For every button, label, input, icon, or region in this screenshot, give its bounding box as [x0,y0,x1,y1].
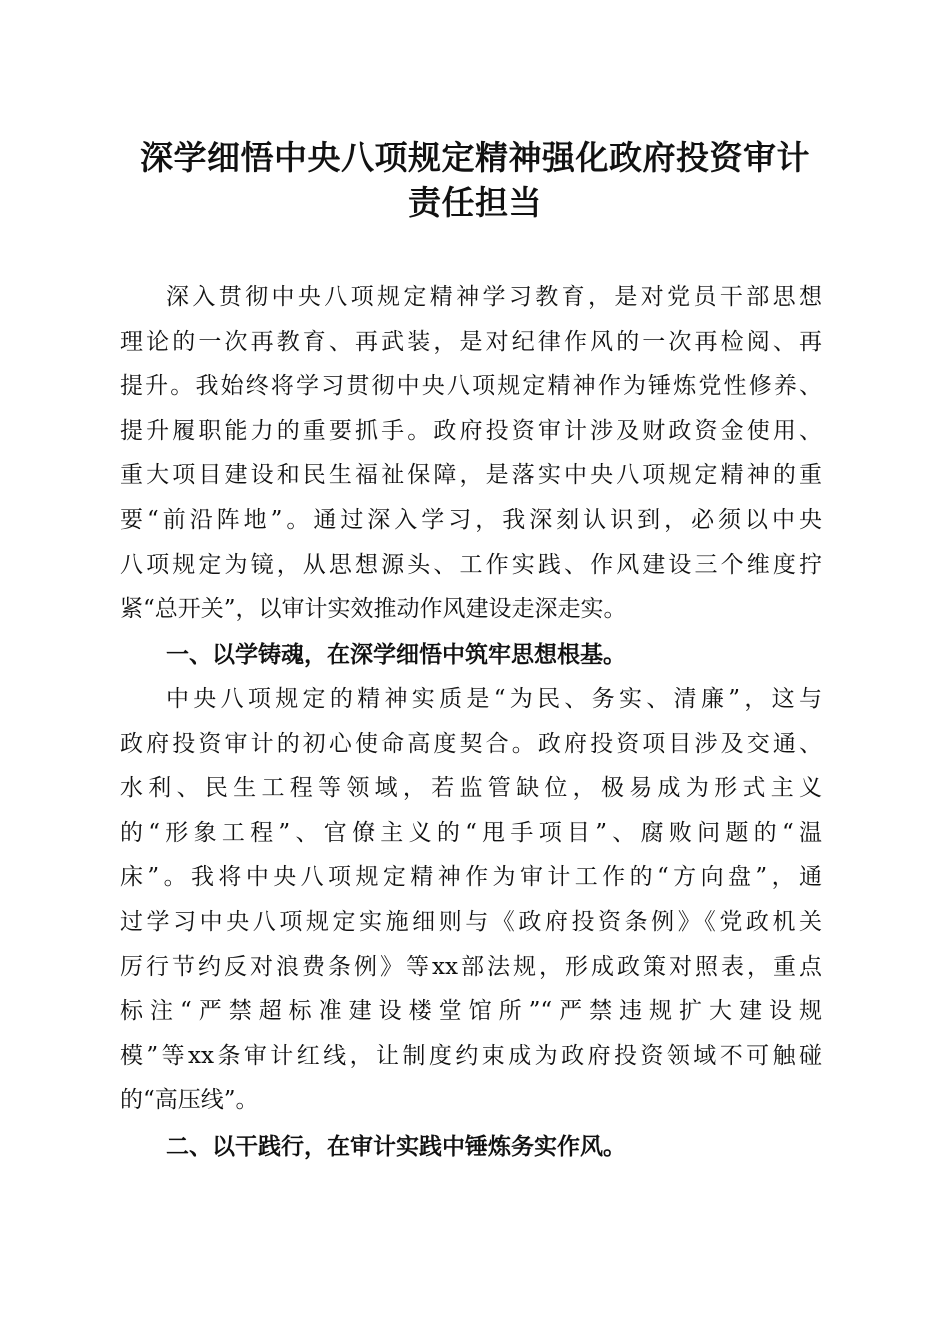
paragraph-line: 中央八项规定的精神实质是“为民、务实、清廉”，这与 [166,686,822,712]
section-heading-1: 一、以学铸魂，在深学细悟中筑牢思想根基。 [166,641,626,668]
paragraph-line: 理论的一次再教育、再武装，是对纪律作风的一次再检阅、再 [120,328,822,355]
paragraph-line: 厉行节约反对浪费条例》等xx部法规，形成政策对照表，重点 [120,953,822,980]
paragraph-line: 模”等xx条审计红线，让制度约束成为政府投资领域不可触碰 [120,1042,822,1069]
paragraph-line: 提升履职能力的重要抓手。政府投资审计涉及财政资金使用、 [120,417,822,444]
paragraph-line: 床”。我将中央八项规定精神作为审计工作的“方向盘”，通 [120,864,822,891]
paragraph-line: 深入贯彻中央八项规定精神学习教育，是对党员干部思想 [166,284,822,310]
paragraph-line: 的“高压线”。 [120,1087,259,1114]
paragraph-line: 的“形象工程”、官僚主义的“甩手项目”、腐败问题的“温 [120,819,822,846]
paragraph-line: 水利、民生工程等领域，若监管缺位，极易成为形式主义 [120,775,822,802]
paragraph-line: 过学习中央八项规定实施细则与《政府投资条例》《党政机关 [120,909,822,935]
title-line-1: 深学细悟中央八项规定精神强化政府投资审计 [140,138,810,177]
paragraph-line: 重大项目建设和民生福祉保障，是落实中央八项规定精神的重 [120,462,822,489]
paragraph-line: 政府投资审计的初心使命高度契合。政府投资项目涉及交通、 [120,730,822,757]
paragraph-line: 八项规定为镜，从思想源头、工作实践、作风建设三个维度拧 [120,551,822,578]
paragraph-line: 标注“严禁超标准建设楼堂馆所”“严禁违规扩大建设规 [120,998,822,1025]
paragraph-line: 要“前沿阵地”。通过深入学习，我深刻认识到，必须以中央 [120,507,822,533]
title-line-2: 责任担当 [408,183,542,222]
paragraph-line: 提升。我始终将学习贯彻中央八项规定精神作为锤炼党性修养、 [120,373,822,400]
paragraph-line: 紧“总开关”，以审计实效推动作风建设走深走实。 [120,596,627,623]
section-heading-2: 二、以干践行，在审计实践中锤炼务实作风。 [166,1133,626,1160]
